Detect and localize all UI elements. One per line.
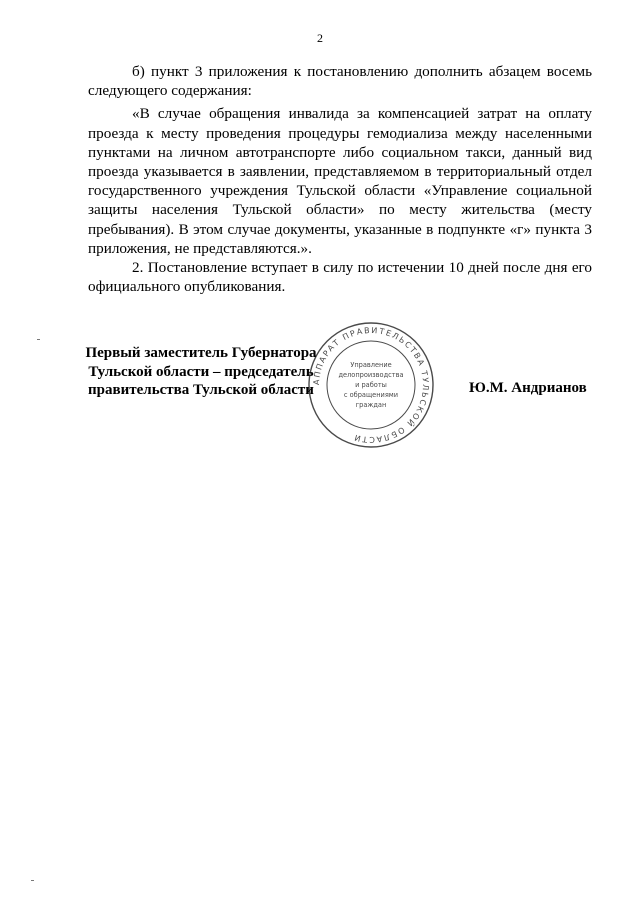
stamp-center-line: делопроизводства (338, 371, 404, 379)
signatory-position-line: Первый заместитель Губернатора (85, 345, 317, 361)
document-body (88, 62, 592, 300)
stamp-center-line: с обращениями (343, 391, 399, 399)
paragraph-effective-date: 2. Постановление вступает в силу по истечении 10 дней после дня его официального опубликования. (88, 259, 592, 296)
stamp-ring-text: АППАРАТ ПРАВИТЕЛЬСТВА ТУЛЬСКОЙ ОБЛАСТИ (311, 325, 431, 445)
scan-mark (31, 880, 34, 881)
signatory-position (56, 344, 346, 400)
stamp-center-text (338, 361, 403, 409)
signatory-position-line: Тульской области – председатель (88, 363, 314, 380)
stamp-center-line: и работы (355, 381, 387, 389)
signatory-position-line: правительства Тульской области (88, 382, 314, 399)
signatory-name: Ю.М. Андрианов (469, 380, 587, 396)
paragraph-amendment-text: «В случае обращения инвалида за компенсацией затрат на оплату проезда к месту проведения процедуры гемодиализа между населенными пунктами на личном автотранспорте либо социальном такси, данный вид проезда указывается в заявлении, представляемом в территориальный отдел государственного учреждения Тульской области «Управление социальной защиты населения Тульской области» по месту жительства (месту пребывания). В этом случае документы, указанные в подпункте «г» пункта 3 приложения, не представляются.». (88, 105, 592, 257)
stamp-center-line: граждан (355, 401, 387, 409)
stamp-center-line: Управление (350, 361, 392, 369)
scan-mark (37, 339, 40, 340)
paragraph-amendment-intro: б) пункт 3 приложения к постановлению дополнить абзацем восемь следующего содержания: (88, 63, 592, 100)
page-number: 2 (317, 31, 323, 45)
